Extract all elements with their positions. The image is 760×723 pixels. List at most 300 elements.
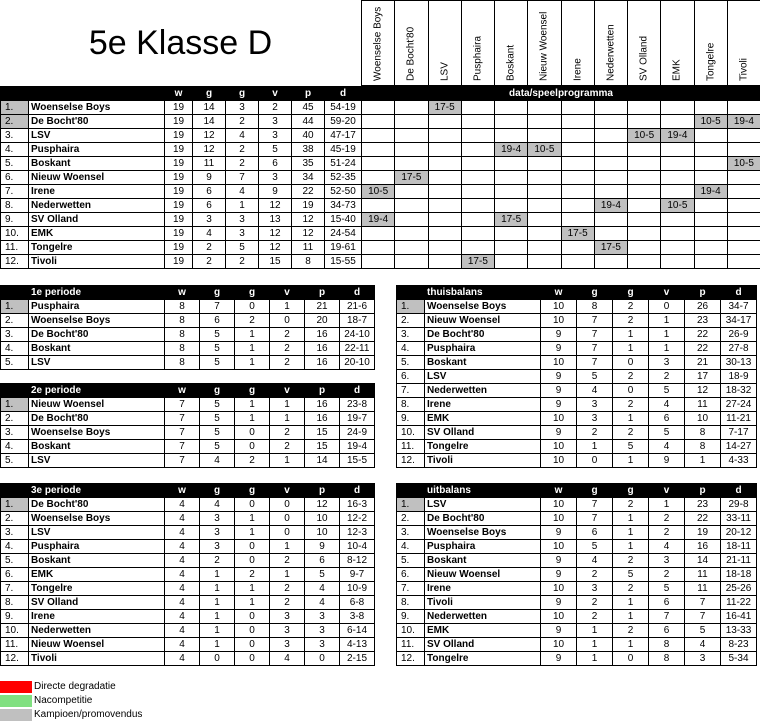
- stat-cell: 0: [235, 624, 270, 638]
- schedule-cell: [727, 213, 760, 227]
- team-name: Boskant: [425, 356, 541, 370]
- table-row: [1, 328, 375, 342]
- stat-cell: 5: [200, 342, 235, 356]
- team-name: Pusphaira: [29, 300, 165, 314]
- stat-cell: 6: [200, 314, 235, 328]
- team-name: De Bocht'80: [425, 512, 541, 526]
- stat-cell: 4: [577, 554, 613, 568]
- schedule-cell: [561, 255, 594, 269]
- stat-cell: 29-8: [721, 498, 757, 512]
- stat-cell: 1: [235, 512, 270, 526]
- team-name: LSV: [29, 356, 165, 370]
- stat-cell: 35: [292, 157, 325, 171]
- stat-cell: 4: [200, 498, 235, 512]
- team-name: EMK: [425, 624, 541, 638]
- stat-cell: 1: [649, 342, 685, 356]
- rank-cell: 4.: [1, 342, 29, 356]
- stat-cell: 0: [235, 554, 270, 568]
- team-name: Nederwetten: [29, 199, 165, 213]
- schedule-cell: [428, 185, 461, 199]
- schedule-cell: [495, 129, 528, 143]
- stat-cell: 1: [226, 199, 259, 213]
- stat-cell: 3: [270, 624, 305, 638]
- stat-cell: 5: [685, 624, 721, 638]
- stat-cell: 1: [613, 638, 649, 652]
- stat-cell: 2-15: [340, 652, 375, 666]
- matrix-header-team: [494, 0, 528, 86]
- team-name: De Bocht'80: [425, 328, 541, 342]
- stat-cell: 9: [649, 454, 685, 468]
- stat-cell: 16: [685, 540, 721, 554]
- stat-cell: 1: [649, 498, 685, 512]
- stat-cell: 8-12: [340, 554, 375, 568]
- stat-cell: 11: [292, 241, 325, 255]
- stat-cell: 1: [200, 610, 235, 624]
- schedule-cell: [495, 227, 528, 241]
- column-header: g: [193, 87, 226, 101]
- stat-cell: 34: [292, 171, 325, 185]
- schedule-cell: [694, 241, 727, 255]
- schedule-cell: [628, 143, 661, 157]
- table-row: [397, 426, 757, 440]
- stat-cell: 2: [193, 255, 226, 269]
- stat-cell: 15-5: [340, 454, 375, 468]
- schedule-cell: [461, 171, 494, 185]
- stat-cell: 13-33: [721, 624, 757, 638]
- table-title: uitbalans: [425, 484, 541, 498]
- schedule-cell: [594, 185, 627, 199]
- table-row: [1, 101, 760, 115]
- stat-cell: 4: [165, 582, 200, 596]
- schedule-cell: [362, 157, 395, 171]
- stat-cell: 3: [685, 652, 721, 666]
- stat-cell: 5: [226, 241, 259, 255]
- schedule-cell: [461, 213, 494, 227]
- stat-cell: 2: [613, 314, 649, 328]
- matrix-header-team: [594, 0, 628, 86]
- stat-cell: 8: [165, 356, 200, 370]
- stat-cell: 1: [577, 624, 613, 638]
- table-row: [1, 554, 375, 568]
- stat-cell: 2: [649, 370, 685, 384]
- stat-cell: 8: [165, 314, 200, 328]
- team-name: SV Olland: [425, 638, 541, 652]
- stat-cell: 5: [200, 440, 235, 454]
- stat-cell: 12: [259, 199, 292, 213]
- team-name: Tongelre: [425, 440, 541, 454]
- schedule-cell: [495, 171, 528, 185]
- stat-cell: 45-19: [325, 143, 362, 157]
- stat-cell: 1: [685, 454, 721, 468]
- stat-cell: 4: [165, 512, 200, 526]
- table-row: [1, 255, 760, 269]
- stat-cell: 21: [305, 300, 340, 314]
- stat-cell: 21-11: [721, 554, 757, 568]
- stat-cell: 19: [165, 227, 193, 241]
- schedule-cell: [561, 185, 594, 199]
- team-name: SV Olland: [425, 426, 541, 440]
- period2-table: [0, 383, 375, 468]
- stat-cell: 3: [200, 540, 235, 554]
- stat-cell: 0: [235, 638, 270, 652]
- table-row: [1, 342, 375, 356]
- stat-cell: 1: [270, 540, 305, 554]
- rank-cell: 9.: [397, 412, 425, 426]
- stat-cell: 5: [649, 582, 685, 596]
- stat-cell: 7: [577, 356, 613, 370]
- stat-cell: 3: [200, 512, 235, 526]
- matrix-header-label: Nederwetten: [605, 24, 617, 81]
- stat-cell: 5: [200, 328, 235, 342]
- schedule-cell: [428, 115, 461, 129]
- stat-cell: 9: [541, 652, 577, 666]
- schedule-cell: [727, 101, 760, 115]
- schedule-cell: [362, 129, 395, 143]
- stat-cell: 22-11: [340, 342, 375, 356]
- rank-cell: 1.: [397, 498, 425, 512]
- stat-cell: 12: [193, 143, 226, 157]
- stat-cell: 9: [541, 342, 577, 356]
- stat-cell: 2: [226, 255, 259, 269]
- rank-cell: 6.: [1, 171, 29, 185]
- table-row: [397, 300, 757, 314]
- schedule-cell: [661, 227, 694, 241]
- stat-cell: 33-11: [721, 512, 757, 526]
- schedule-cell: [561, 199, 594, 213]
- schedule-cell: [694, 101, 727, 115]
- stat-cell: 3: [270, 638, 305, 652]
- table-row: [397, 314, 757, 328]
- stat-cell: 34-17: [721, 314, 757, 328]
- stat-cell: 0: [577, 454, 613, 468]
- stat-cell: 6: [193, 185, 226, 199]
- schedule-cell: [561, 101, 594, 115]
- stat-cell: 9: [541, 384, 577, 398]
- matrix-header-team: [727, 0, 760, 86]
- stat-cell: 1: [200, 582, 235, 596]
- schedule-cell: [594, 157, 627, 171]
- stat-cell: 3: [649, 554, 685, 568]
- stat-cell: 19-7: [340, 412, 375, 426]
- schedule-cell: [528, 171, 561, 185]
- rank-cell: 2.: [1, 512, 29, 526]
- column-header: d: [340, 384, 375, 398]
- stat-cell: 15-40: [325, 213, 362, 227]
- stat-cell: 9-7: [340, 568, 375, 582]
- stat-cell: 4: [165, 526, 200, 540]
- stat-cell: 7: [165, 412, 200, 426]
- schedule-cell: [428, 157, 461, 171]
- matrix-header-label: LSV: [439, 62, 451, 81]
- stat-cell: 3: [270, 610, 305, 624]
- rank-cell: 11.: [397, 638, 425, 652]
- stat-cell: 5: [200, 356, 235, 370]
- rank-cell: 8.: [1, 596, 29, 610]
- stat-cell: 8: [685, 440, 721, 454]
- stat-cell: 1: [235, 526, 270, 540]
- stat-cell: 1: [235, 398, 270, 412]
- schedule-cell: [594, 171, 627, 185]
- stat-cell: 18-11: [721, 540, 757, 554]
- stat-cell: 1: [577, 652, 613, 666]
- table-row: [1, 454, 375, 468]
- stat-cell: 4-13: [340, 638, 375, 652]
- stat-cell: 4: [226, 129, 259, 143]
- schedule-cell: [694, 157, 727, 171]
- stat-cell: 10-4: [340, 540, 375, 554]
- stat-cell: 6: [577, 526, 613, 540]
- team-name: Boskant: [425, 554, 541, 568]
- schedule-cell: [395, 101, 428, 115]
- table-title: 3e periode: [29, 484, 165, 498]
- stat-cell: 18-7: [340, 314, 375, 328]
- schedule-cell: [495, 101, 528, 115]
- rank-cell: 10.: [397, 426, 425, 440]
- table-row: [1, 540, 375, 554]
- stat-cell: 14: [193, 101, 226, 115]
- stat-cell: 14: [685, 554, 721, 568]
- stat-cell: 22: [685, 512, 721, 526]
- stat-cell: 16: [305, 412, 340, 426]
- column-header: g: [613, 484, 649, 498]
- stat-cell: 18-9: [721, 370, 757, 384]
- stat-cell: 9: [541, 568, 577, 582]
- schedule-cell: [528, 115, 561, 129]
- schedule-cell: [362, 101, 395, 115]
- stat-cell: 5: [259, 143, 292, 157]
- team-name: De Bocht'80: [29, 498, 165, 512]
- column-header: v: [259, 87, 292, 101]
- rank-cell: 3.: [1, 426, 29, 440]
- stat-cell: 4: [577, 384, 613, 398]
- stat-cell: 7: [685, 596, 721, 610]
- stat-cell: 10: [305, 526, 340, 540]
- table-row: [397, 554, 757, 568]
- stat-cell: 19: [165, 115, 193, 129]
- column-header: w: [165, 87, 193, 101]
- rank-cell: 1.: [1, 300, 29, 314]
- schedule-cell: [628, 101, 661, 115]
- column-header: d: [340, 484, 375, 498]
- schedule-cell: [428, 129, 461, 143]
- rank-cell: 3.: [397, 526, 425, 540]
- team-name: Nieuw Woensel: [425, 314, 541, 328]
- stat-cell: 1: [613, 596, 649, 610]
- schedule-cell: [594, 255, 627, 269]
- schedule-cell: [628, 255, 661, 269]
- rank-cell: 2.: [397, 314, 425, 328]
- stat-cell: 4: [200, 454, 235, 468]
- schedule-cell: [561, 171, 594, 185]
- schedule-cell: [661, 255, 694, 269]
- rank-cell: 2.: [397, 512, 425, 526]
- team-name: Nederwetten: [425, 384, 541, 398]
- stat-cell: 11: [193, 157, 226, 171]
- schedule-cell: [495, 255, 528, 269]
- rank-cell: 1.: [397, 300, 425, 314]
- table-row: [397, 384, 757, 398]
- rank-cell: 5.: [1, 356, 29, 370]
- header-blank: [1, 87, 29, 101]
- stat-cell: 10-9: [340, 582, 375, 596]
- rank-cell: 8.: [397, 398, 425, 412]
- stat-cell: 2: [226, 143, 259, 157]
- stat-cell: 8: [649, 638, 685, 652]
- stat-cell: 6: [193, 199, 226, 213]
- stat-cell: 9: [541, 624, 577, 638]
- stat-cell: 19: [165, 143, 193, 157]
- stat-cell: 2: [270, 426, 305, 440]
- stat-cell: 7: [165, 426, 200, 440]
- rank-cell: 4.: [1, 143, 29, 157]
- schedule-cell: [694, 255, 727, 269]
- schedule-cell: [661, 241, 694, 255]
- schedule-cell: [528, 157, 561, 171]
- stat-cell: 10: [541, 440, 577, 454]
- rank-cell: 1.: [1, 498, 29, 512]
- stat-cell: 7: [165, 398, 200, 412]
- table-row: [1, 638, 375, 652]
- matrix-header-label: Tongelre: [705, 42, 717, 81]
- stat-cell: 3: [577, 398, 613, 412]
- stat-cell: 19: [165, 241, 193, 255]
- stat-cell: 2: [270, 356, 305, 370]
- team-name: Tongelre: [425, 652, 541, 666]
- table-row: [397, 540, 757, 554]
- matrix-header-team: [361, 0, 395, 86]
- table-row: [1, 241, 760, 255]
- header-blank: [397, 484, 425, 498]
- stat-cell: 2: [270, 440, 305, 454]
- home-balance-table: [396, 285, 757, 468]
- header-blank: [397, 286, 425, 300]
- stat-cell: 44: [292, 115, 325, 129]
- table-row: [1, 652, 375, 666]
- stat-cell: 1: [649, 328, 685, 342]
- stat-cell: 15-55: [325, 255, 362, 269]
- stat-cell: 10: [541, 314, 577, 328]
- column-header: v: [649, 286, 685, 300]
- rank-cell: 1.: [1, 101, 29, 115]
- stat-cell: 9: [193, 171, 226, 185]
- stat-cell: 0: [235, 610, 270, 624]
- schedule-cell: [461, 199, 494, 213]
- stat-cell: 19: [165, 185, 193, 199]
- stat-cell: 0: [235, 440, 270, 454]
- stat-cell: 2: [613, 582, 649, 596]
- schedule-cell: [362, 199, 395, 213]
- schedule-cell: [561, 143, 594, 157]
- table-row: [1, 185, 760, 199]
- team-name: LSV: [29, 129, 165, 143]
- table-row: [1, 157, 760, 171]
- table-row: [397, 440, 757, 454]
- team-name: LSV: [425, 498, 541, 512]
- stat-cell: 27-24: [721, 398, 757, 412]
- table-row: [397, 370, 757, 384]
- team-name: Irene: [29, 185, 165, 199]
- stat-cell: 12: [259, 241, 292, 255]
- rank-cell: 9.: [1, 610, 29, 624]
- schedule-cell: [428, 199, 461, 213]
- stat-cell: 7: [577, 314, 613, 328]
- column-header: d: [721, 484, 757, 498]
- stat-cell: 9: [541, 328, 577, 342]
- table-row: [397, 582, 757, 596]
- stat-cell: 1: [200, 568, 235, 582]
- stat-cell: 3: [226, 101, 259, 115]
- schedule-cell: [528, 185, 561, 199]
- schedule-cell: 17-5: [428, 101, 461, 115]
- stat-cell: 5: [200, 412, 235, 426]
- rank-cell: 4.: [397, 540, 425, 554]
- stat-cell: 4-33: [721, 454, 757, 468]
- stat-cell: 19-4: [340, 440, 375, 454]
- matrix-header-label: De Bocht'80: [405, 26, 417, 81]
- schedule-cell: [628, 227, 661, 241]
- away-balance-table: [396, 483, 757, 666]
- schedule-cell: [594, 143, 627, 157]
- team-name: EMK: [29, 227, 165, 241]
- stat-cell: 23: [685, 314, 721, 328]
- header-blank: [1, 484, 29, 498]
- table-row: [397, 526, 757, 540]
- schedule-cell: [628, 115, 661, 129]
- column-header: g: [235, 484, 270, 498]
- rank-cell: 3.: [1, 526, 29, 540]
- rank-cell: 5.: [1, 454, 29, 468]
- schedule-cell: [594, 101, 627, 115]
- header-blank: [1, 384, 29, 398]
- stat-cell: 19: [165, 255, 193, 269]
- page-title: 5e Klasse D: [88, 23, 273, 62]
- stat-cell: 2: [613, 370, 649, 384]
- stat-cell: 26-9: [721, 328, 757, 342]
- rank-cell: 10.: [1, 227, 29, 241]
- table-row: [1, 314, 375, 328]
- schedule-cell: [727, 227, 760, 241]
- stat-cell: 10: [541, 412, 577, 426]
- schedule-cell: [628, 199, 661, 213]
- stat-cell: 7: [577, 512, 613, 526]
- stat-cell: 27-8: [721, 342, 757, 356]
- stat-cell: 0: [649, 300, 685, 314]
- team-name: EMK: [29, 568, 165, 582]
- rank-cell: 6.: [397, 568, 425, 582]
- team-name: Nieuw Woensel: [425, 568, 541, 582]
- stat-cell: 24-9: [340, 426, 375, 440]
- matrix-header-label: EMK: [671, 59, 683, 81]
- schedule-cell: [528, 213, 561, 227]
- column-header: g: [200, 484, 235, 498]
- column-header: w: [165, 286, 200, 300]
- table-row: [1, 398, 375, 412]
- table-row: [397, 498, 757, 512]
- period1-table: [0, 285, 375, 370]
- schedule-cell: [528, 129, 561, 143]
- table-row: [1, 356, 375, 370]
- stat-cell: 10: [541, 638, 577, 652]
- team-name: LSV: [29, 526, 165, 540]
- stat-cell: 10: [685, 412, 721, 426]
- stat-cell: 19: [165, 157, 193, 171]
- column-header: p: [305, 384, 340, 398]
- stat-cell: 2: [613, 300, 649, 314]
- stat-cell: 14-27: [721, 440, 757, 454]
- stat-cell: 5: [577, 540, 613, 554]
- schedule-cell: [395, 129, 428, 143]
- rank-cell: 6.: [397, 370, 425, 384]
